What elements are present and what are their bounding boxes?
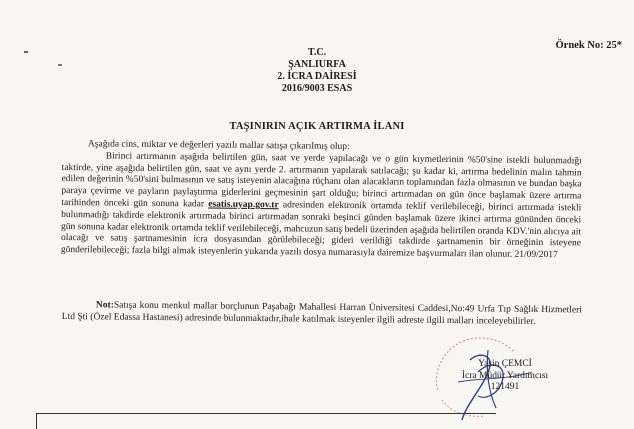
- signature-block: [440, 359, 570, 394]
- main-paragraph: [61, 151, 582, 263]
- note-paragraph: [62, 300, 582, 329]
- header-case-number: 2016/9003 ESAS: [281, 83, 353, 94]
- note-label: Not:: [95, 300, 114, 311]
- signer-number: 121491: [490, 382, 520, 392]
- bottom-border-corner: [36, 413, 37, 429]
- header-office: 2. İCRA DAİRESİ: [277, 71, 357, 82]
- main-paragraph-part2: adresinden elektronik ortamda teklif verilebileceği, birinci artırmada istekli bulunmadığı takdirde elektronik artırmada birinci artırmadan sonraki beşinci günden başlamak üzere ikinci artırma gününden önceki gün sonuna kadar elektronik ortamda teklif verilebileceği, mahcuzun satış bedeli üzerinden aşağıda belirtilen oranda KDV.'nin alıcıya ait olacağı ve satış şartnamesinin icra dosyasından görülebileceği; gideri verildiği takdirde şartnamenin bir örneğinin isteyene gönderilebileceği; fazla bilgi almak isteyenlerin yukarıda yazılı dosya numarasıyla dairemize başvurmaları ilan olunur. 21/09/2017: [60, 200, 582, 261]
- header-city: ŞANLIURFA: [288, 59, 346, 70]
- esatis-url-link[interactable]: esatis.uyap.gov.tr: [208, 199, 279, 211]
- signer-name: Yasin ÇEMCİ: [478, 359, 532, 369]
- main-paragraph-part1: Birinci artırmanın aşağıda belirtilen gün, saat ve yerde yapılacağı ve o gün kıymetlerinin %50'sine istekli bulunmadığı taktirde, yine aşağıda belirtilen gün, saat ve aynı yerde 2. artırmanın yapılarak satılacağı; şu kadar ki, artırma bedelinin malın tahmin edilen değerinin %50'sini bulmasının ve satış isteyenin alacağına rüçhanı olan alacakların toplamından fazla olmasının ve bundan başka paraya çevirme ve payların paylaştırma giderlerini geçmesinin şart olduğu; birinci artırmadan on gün önce başlamak üzere artırma tarihinden önceki gün sonuna kadar: [61, 151, 582, 210]
- notice-body: [61, 139, 582, 262]
- note-text: Satışa konu menkul mallar borçlunun Paşabağı Mahallesi Harran Üniversitesi Caddesi,No:49 Urfa Tıp Sağlık Hizmetleri Ltd Şti (Özel Edassa Hastanesi) adresinde bulunmaktadır,ihale katılmak isteyenler ilgili adreste ilgili malları inceleyebilirler.: [61, 300, 582, 327]
- header-tc: T.C.: [307, 47, 327, 58]
- intro-paragraph: Aşağıda cins, miktar ve değerleri yazılı mallar satışa çıkarılmış olup:: [87, 139, 350, 153]
- sample-number: Örnek No: 25*: [555, 40, 622, 51]
- signer-title: İcra Müdür Yardımcısı: [461, 370, 549, 381]
- notice-title: TAŞINIRIN AÇIK ARTIRMA İLANI: [229, 121, 405, 132]
- bottom-border: [36, 413, 496, 414]
